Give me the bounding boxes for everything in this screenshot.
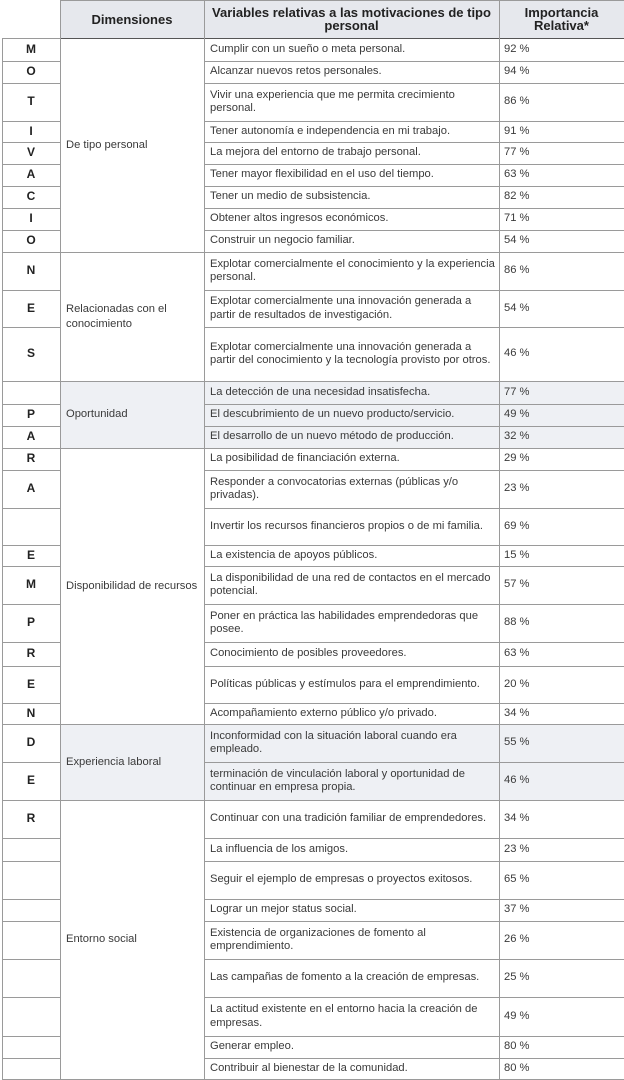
variable-cell: La mejora del entorno de trabajo personal. <box>210 146 421 159</box>
side-letter: E <box>26 547 35 562</box>
variable-cell: Explotar comercialmente una innovación generada a partir del conocimiento y la tecnología provisto por otros. <box>210 340 491 366</box>
row-divider <box>204 186 624 187</box>
letter-divider <box>2 426 60 427</box>
importance-cell: 34 % <box>504 706 530 719</box>
row-divider <box>204 921 624 922</box>
row-divider <box>204 861 624 862</box>
header-top-line <box>60 0 624 1</box>
row-divider <box>204 508 624 509</box>
importance-cell: 80 % <box>504 1061 530 1074</box>
variable-cell: Explotar comercialmente el conocimiento y la experiencia personal. <box>210 257 495 283</box>
letter-divider <box>2 921 60 922</box>
letter-divider <box>2 142 60 143</box>
letter-divider <box>2 997 60 998</box>
column-divider <box>499 0 500 1079</box>
letter-divider <box>2 724 60 725</box>
importance-cell: 49 % <box>504 1009 530 1022</box>
importance-cell: 86 % <box>504 95 530 108</box>
header-dimensions: Dimensiones <box>91 11 173 27</box>
row-divider <box>204 164 624 165</box>
letter-divider <box>2 762 60 763</box>
letter-divider <box>2 604 60 605</box>
row-divider <box>204 642 624 643</box>
letter-divider <box>2 1058 60 1059</box>
importance-cell: 65 % <box>504 873 530 886</box>
letter-divider <box>2 666 60 667</box>
letter-divider <box>2 861 60 862</box>
importance-cell: 54 % <box>504 234 530 247</box>
importance-cell: 23 % <box>504 842 530 855</box>
letter-divider <box>2 121 60 122</box>
letter-divider <box>2 327 60 328</box>
letter-divider <box>2 545 60 546</box>
variable-cell: La posibilidad de financiación externa. <box>210 452 400 465</box>
header-importance: Importancia Relativa* <box>524 5 599 33</box>
side-letter: N <box>26 705 36 720</box>
group-divider <box>60 252 204 253</box>
letter-divider <box>2 290 60 291</box>
variable-cell: Responder a convocatorias externas (públicas y/o privadas). <box>210 475 459 501</box>
dimension-group-name: Disponibilidad de recursos <box>66 579 198 592</box>
importance-cell: 63 % <box>504 647 530 660</box>
variable-cell: Invertir los recursos financieros propios o de mi familia. <box>210 519 483 532</box>
importance-cell: 92 % <box>504 42 530 55</box>
row-divider <box>204 545 624 546</box>
side-letter: M <box>26 577 36 592</box>
side-letter: O <box>26 64 36 79</box>
importance-cell: 49 % <box>504 408 530 421</box>
side-letter: E <box>26 676 35 691</box>
row-divider <box>204 997 624 998</box>
importance-cell: 25 % <box>504 971 530 984</box>
importance-cell: 63 % <box>504 168 530 181</box>
header-variables: Variables relativas a las motivaciones de tipo personal <box>212 5 491 33</box>
importance-cell: 82 % <box>504 190 530 203</box>
variable-cell: La influencia de los amigos. <box>210 842 349 855</box>
dimension-group-name: Entorno social <box>66 933 137 945</box>
variable-cell: Tener autonomía e independencia en mi trabajo. <box>210 124 451 137</box>
row-divider <box>204 381 624 382</box>
row-divider <box>204 666 624 667</box>
side-letter <box>2 381 60 404</box>
variable-cell: Las campañas de fomento a la creación de empresas. <box>210 971 480 984</box>
letter-divider <box>2 448 60 449</box>
letter-divider <box>2 186 60 187</box>
variable-cell: Tener un medio de subsistencia. <box>210 190 371 203</box>
letter-divider <box>2 404 60 405</box>
row-divider <box>204 208 624 209</box>
side-letter: C <box>26 189 36 204</box>
side-letter: I <box>29 211 33 226</box>
group-divider <box>60 724 204 725</box>
letter-divider <box>2 566 60 567</box>
side-letter: I <box>29 123 33 138</box>
variable-cell: Cumplir con un sueño o meta personal. <box>210 42 406 55</box>
variable-cell: Lograr un mejor status social. <box>210 903 357 916</box>
group-divider <box>60 448 204 449</box>
variable-cell: Alcanzar nuevos retos personales. <box>210 65 382 78</box>
importance-cell: 15 % <box>504 548 530 561</box>
variable-cell: La disponibilidad de una red de contactos en el mercado potencial. <box>210 571 491 597</box>
column-divider <box>2 38 3 1079</box>
column-divider <box>60 0 61 1079</box>
variable-cell: terminación de vinculación laboral y oportunidad de continuar en empresa propia. <box>210 767 465 793</box>
row-divider <box>204 230 624 231</box>
row-divider <box>204 404 624 405</box>
dimension-group-name: De tipo personal <box>66 138 148 151</box>
row-divider <box>204 290 624 291</box>
row-divider <box>204 61 624 62</box>
row-divider <box>204 899 624 900</box>
row-divider <box>204 703 624 704</box>
letter-divider <box>2 959 60 960</box>
variable-cell: Vivir una experiencia que me permita crecimiento personal. <box>210 88 455 114</box>
row-divider <box>204 83 624 84</box>
row-divider <box>204 1058 624 1059</box>
importance-cell: 77 % <box>504 385 530 398</box>
importance-cell: 94 % <box>504 65 530 78</box>
side-letter: N <box>26 263 36 278</box>
letter-divider <box>2 83 60 84</box>
side-letter: V <box>26 145 35 160</box>
importance-cell: 55 % <box>504 736 530 749</box>
importance-cell: 32 % <box>504 430 530 443</box>
variable-cell: Conocimiento de posibles proveedores. <box>210 647 407 660</box>
letter-divider <box>2 899 60 900</box>
importance-cell: 46 % <box>504 347 530 360</box>
row-divider <box>204 121 624 122</box>
row-divider <box>204 448 624 449</box>
letter-divider <box>2 208 60 209</box>
letter-divider <box>2 703 60 704</box>
importance-cell: 34 % <box>504 812 530 825</box>
variable-cell: La detección de una necesidad insatisfecha. <box>210 385 431 398</box>
row-divider <box>204 604 624 605</box>
row-divider <box>204 762 624 763</box>
side-letter: T <box>27 94 35 109</box>
importance-cell: 86 % <box>504 264 530 277</box>
column-divider <box>204 0 205 1079</box>
dimension-group-name: Experiencia laboral <box>66 755 162 768</box>
row-divider <box>204 142 624 143</box>
side-letter: O <box>26 233 36 248</box>
side-letter: A <box>26 481 36 496</box>
side-letter: R <box>26 646 36 661</box>
letter-divider <box>2 38 60 39</box>
variable-cell: Seguir el ejemplo de empresas o proyectos exitosos. <box>210 873 473 886</box>
dimension-group-name: Oportunidad <box>66 408 128 420</box>
row-divider <box>204 1036 624 1037</box>
importance-cell: 29 % <box>504 452 530 465</box>
variable-cell: La actitud existente en el entorno hacia la creación de empresas. <box>210 1003 478 1029</box>
letter-divider <box>2 381 60 382</box>
row-divider <box>204 327 624 328</box>
letter-divider <box>2 838 60 839</box>
variable-cell: Generar empleo. <box>210 1040 294 1053</box>
importance-cell: 23 % <box>504 482 530 495</box>
letter-divider <box>2 642 60 643</box>
importance-cell: 77 % <box>504 146 530 159</box>
side-letter <box>2 508 60 545</box>
side-letter: R <box>26 451 36 466</box>
importance-cell: 46 % <box>504 774 530 787</box>
variable-cell: Tener mayor flexibilidad en el uso del tiempo. <box>210 168 434 181</box>
letter-divider <box>2 252 60 253</box>
variable-cell: Inconformidad con la situación laboral cuando era empleado. <box>210 729 457 755</box>
row-divider <box>204 959 624 960</box>
row-divider <box>204 724 624 725</box>
variable-cell: Poner en práctica las habilidades emprendedoras que posee. <box>210 609 479 635</box>
variable-cell: Explotar comercialmente una innovación generada a partir de resultados de investigación. <box>210 295 472 321</box>
side-letter: P <box>26 407 35 422</box>
letter-divider <box>2 230 60 231</box>
row-divider <box>204 566 624 567</box>
row-divider <box>204 800 624 801</box>
variable-cell: Acompañamiento externo público y/o privado. <box>210 706 437 719</box>
variable-cell: Contribuir al bienestar de la comunidad. <box>210 1061 408 1074</box>
variable-cell: Obtener altos ingresos económicos. <box>210 212 389 225</box>
letter-divider <box>2 508 60 509</box>
variable-cell: La existencia de apoyos públicos. <box>210 548 378 561</box>
header-bottom-line <box>60 38 624 39</box>
importance-cell: 26 % <box>504 933 530 946</box>
importance-cell: 88 % <box>504 616 530 629</box>
side-letter: A <box>26 429 36 444</box>
letter-divider <box>2 470 60 471</box>
row-divider <box>204 470 624 471</box>
side-letter: S <box>26 346 35 361</box>
group-divider <box>60 800 204 801</box>
side-letter: M <box>26 41 36 56</box>
letter-divider <box>2 800 60 801</box>
side-letter: P <box>26 615 35 630</box>
row-divider <box>204 838 624 839</box>
importance-cell: 57 % <box>504 578 530 591</box>
importance-cell: 91 % <box>504 124 530 137</box>
group-divider <box>60 381 204 382</box>
importance-cell: 80 % <box>504 1040 530 1053</box>
side-letter: R <box>26 811 36 826</box>
importance-cell: 71 % <box>504 212 530 225</box>
side-letter: D <box>26 735 36 750</box>
importance-cell: 54 % <box>504 301 530 314</box>
letter-divider <box>2 1036 60 1037</box>
side-letter: A <box>26 167 36 182</box>
dimension-group-name: Relacionadas con el conocimiento <box>66 302 167 330</box>
row-divider <box>204 252 624 253</box>
row-divider <box>204 426 624 427</box>
variable-cell: Existencia de organizaciones de fomento al emprendimiento. <box>210 926 426 952</box>
variable-cell: Continuar con una tradición familiar de emprendedores. <box>210 812 487 825</box>
letter-divider <box>2 164 60 165</box>
importance-cell: 20 % <box>504 677 530 690</box>
variable-cell: Construir un negocio familiar. <box>210 234 355 247</box>
letter-divider <box>2 61 60 62</box>
side-letter: E <box>26 773 35 788</box>
variable-cell: El desarrollo de un nuevo método de producción. <box>210 430 454 443</box>
side-letter: E <box>26 300 35 315</box>
variable-cell: Políticas públicas y estímulos para el emprendimiento. <box>210 677 480 690</box>
variable-cell: El descubrimiento de un nuevo producto/servicio. <box>210 408 455 421</box>
importance-cell: 69 % <box>504 519 530 532</box>
importance-cell: 37 % <box>504 903 530 916</box>
